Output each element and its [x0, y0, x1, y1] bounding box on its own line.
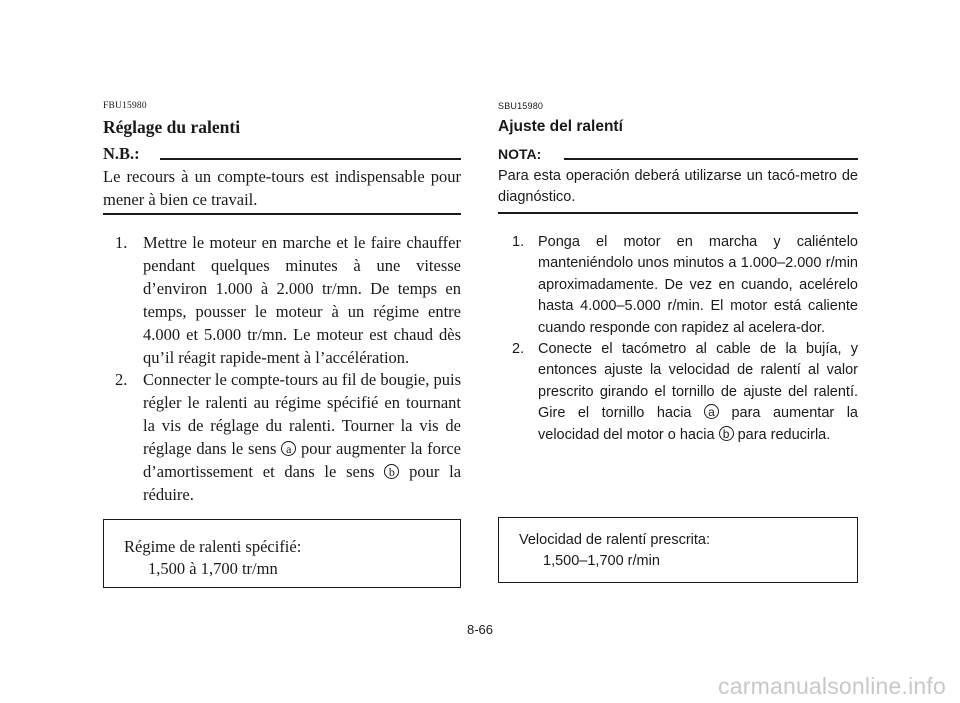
note-text: Le recours à un compte-tours est indispensable pour mener à bien ce travail. — [103, 167, 461, 209]
step-item — [103, 369, 461, 506]
step-list — [498, 232, 858, 446]
step-list — [103, 232, 461, 507]
step-text: pour la réduire. — [143, 462, 462, 504]
note-label: N.B.: — [103, 144, 140, 163]
step-text: pour augmenter la force d’amortissement et dans le sens — [143, 439, 462, 482]
spec-value: 1,500–1,700 r/min — [543, 553, 660, 569]
callout-a-marker: a — [281, 441, 296, 456]
step-number: 1. — [115, 233, 128, 252]
step-text: Ponga el motor en marcha y caliéntelo manteniéndolo unos minutos a 1.000–2.000 r/min aproximadamente. De vez en cuando, acelérelo hasta 4.000–5.000 r/min. El motor está caliente cuando responde con rapidez al acelera-dor. — [538, 234, 858, 336]
spec-box — [498, 517, 858, 583]
step-item — [498, 339, 858, 446]
note-label: NOTA: — [498, 146, 542, 162]
step-text: Connecter le compte-tours au fil de bougie, puis régler le ralenti au régime spécifié en tournant la vis de réglage du ralenti. Tourner la vis de réglage dans le sens — [143, 370, 461, 459]
step-text: Conecte el tacómetro al cable de la bujía, y entonces ajuste la velocidad de ralentí al valor prescrito girando el tornillo de ajuste del ralentí. Gire el tornillo hacia — [538, 341, 858, 422]
step-item — [103, 232, 461, 369]
note-rule — [160, 158, 461, 160]
step-text: para aumentar la velocidad del motor o hacia — [538, 405, 858, 443]
callout-a-marker: a — [704, 404, 719, 419]
note-rule — [564, 158, 858, 160]
step-text: para reducirla. — [737, 426, 831, 443]
step-item — [498, 232, 858, 339]
spec-value: 1,500 à 1,700 tr/mn — [148, 559, 278, 578]
section-title: Ajuste del ralentí — [498, 118, 623, 135]
note-end-rule — [103, 213, 461, 215]
section-code: FBU15980 — [103, 101, 147, 111]
callout-b-marker: b — [719, 426, 734, 441]
watermark: carmanualsonline.info — [718, 673, 946, 699]
spec-box — [103, 519, 461, 588]
note-end-rule — [498, 212, 858, 214]
step-text: Mettre le moteur en marche et le faire chauffer pendant quelques minutes à une vitesse d’environ 1.000 à 2.000 tr/mn. De temps en temps, pousser le moteur à un régime entre 4.000 et 5.000 tr/mn. Le moteur est chaud dès qu’il réagit rapide-ment à l’accélération. — [143, 233, 461, 367]
spec-label: Régime de ralenti spécifié: — [124, 537, 302, 556]
page-number: 8-66 — [466, 622, 494, 637]
note-text: Para esta operación deberá utilizarse un tacó-metro de diagnóstico. — [498, 168, 858, 205]
step-number: 2. — [115, 370, 128, 390]
section-title: Réglage du ralenti — [103, 117, 241, 137]
section-code: SBU15980 — [498, 101, 544, 111]
callout-b-marker: b — [384, 464, 399, 479]
step-number: 1. — [512, 234, 525, 250]
spec-label: Velocidad de ralentí prescrita: — [519, 532, 711, 548]
step-number: 2. — [512, 341, 525, 358]
